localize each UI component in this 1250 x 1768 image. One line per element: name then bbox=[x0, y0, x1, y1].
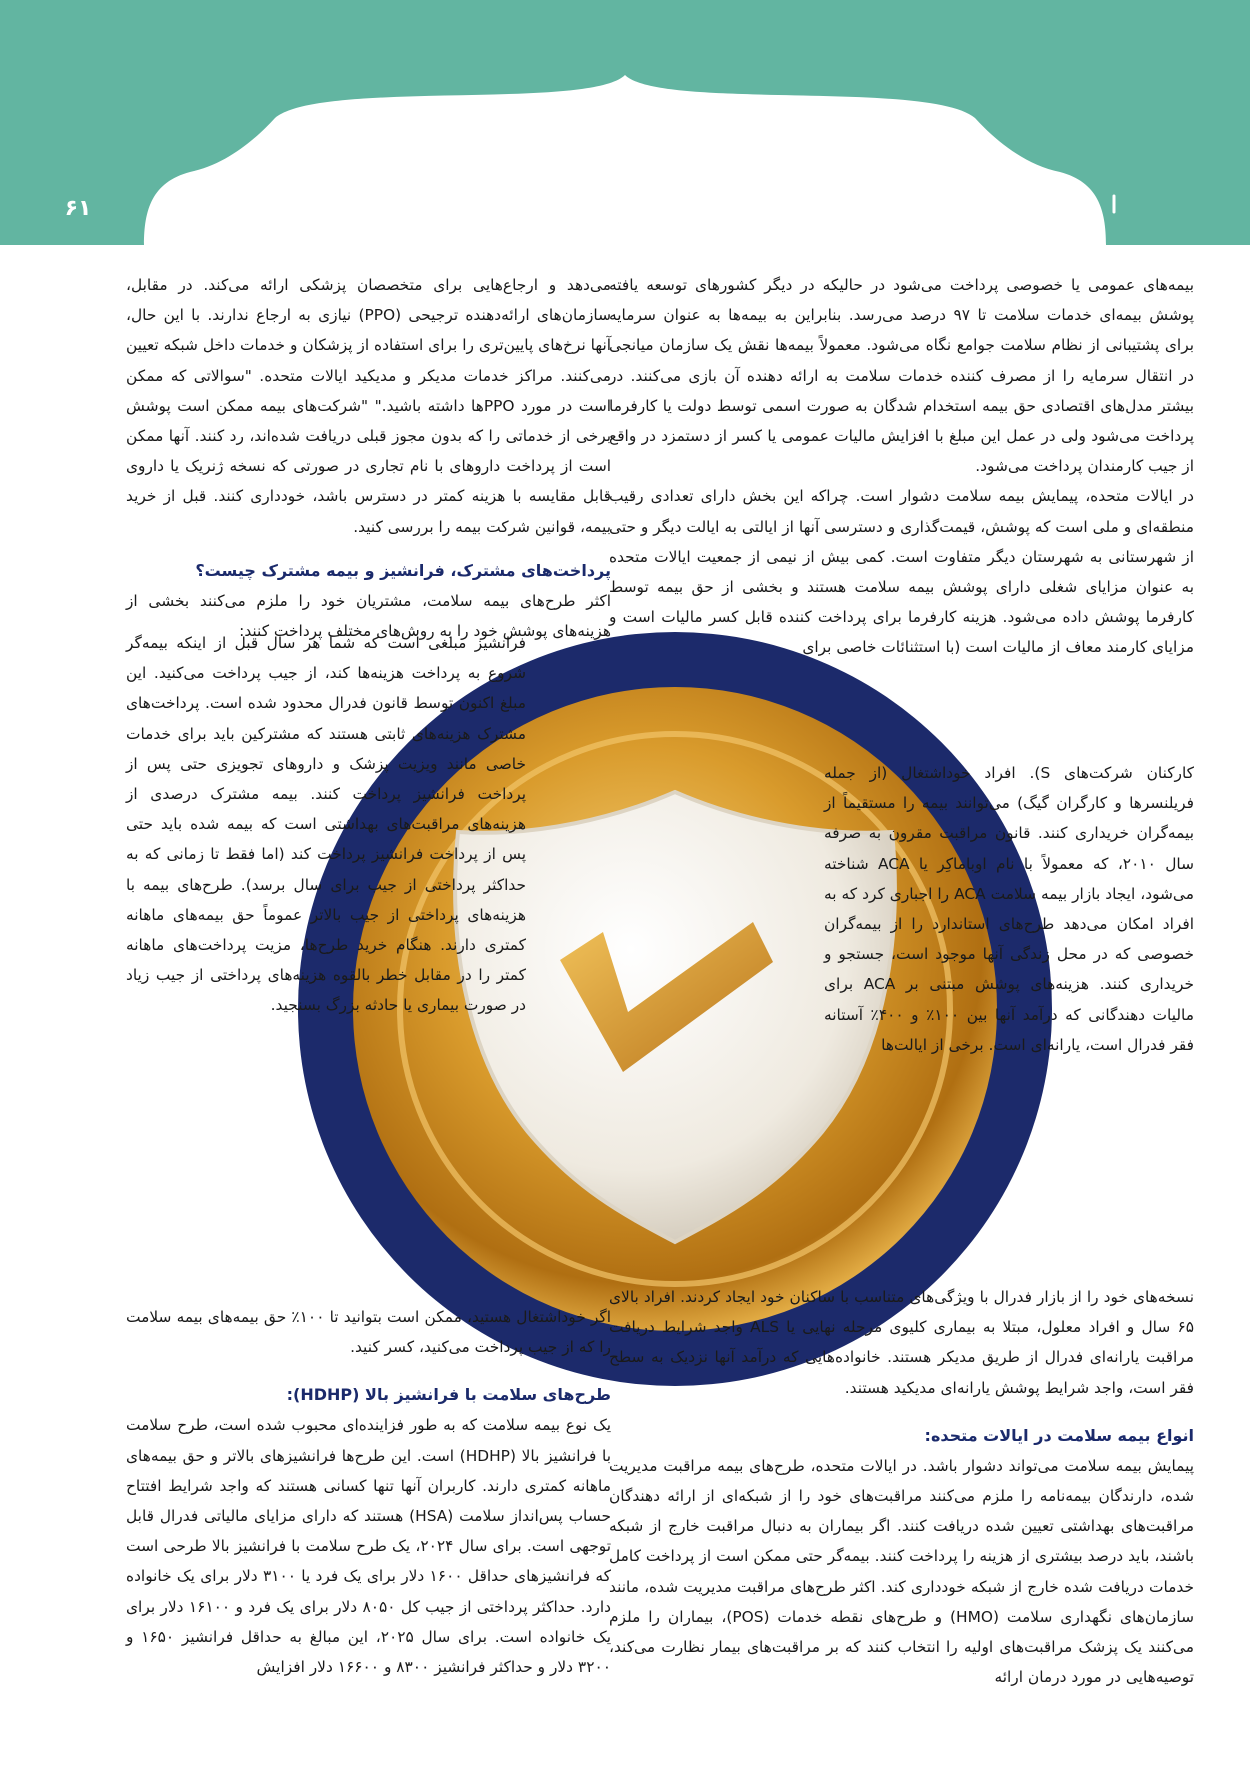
right-narrow-paragraph: کارکنان شرکت‌های S). افراد خوداشتغال (از جمله فریلنسرها و کارگران گیگ) می‌توانند بیمه را مستقیماً از بیمه‌گران خریداری کنند. قانون مراقبت مقرون به صرفه سال ۲۰۱۰، که معمولاً با نام اوباماکِر یا ACA شناخته می‌شود، ایجاد بازار بیمه سلامت ACA را اجباری کرد که به افراد امکان می‌دهد طرح‌های استاندارد را از بیمه‌گران خصوصی که در محل زندگی آنها موجود است، جستجو و خریداری کنند. هزینه‌های پوشش مبتنی بر ACA برای مالیات دهندگانی که درآمد آنها بین ۱۰۰٪ و ۴۰۰٪ آستانه فقر فدرال است، یارانه‌ای است. برخی از ایالت‌ها bbox=[824, 764, 1195, 1054]
hdhp-heading: طرح‌های سلامت با فرانشیز بالا (HDHP): bbox=[286, 1385, 611, 1405]
copay-intro-paragraph: اکثر طرح‌های بیمه سلامت، مشتریان خود را ملزم می‌کنند بخشی از هزینه‌های پوشش خود را به روش‌های مختلف پرداخت کنند: bbox=[126, 591, 611, 641]
insurance-types-paragraph: پیمایش بیمه سلامت می‌تواند دشوار باشد. در ایالات متحده، طرح‌های بیمه مراقبت مدیریت شده، دارندگان بیمه‌نامه را ملزم می‌کنند مراقبت‌های خود را از شبکه‌ای از ارائه دهندگان مراقبت‌های بهداشتی تعیین شده دریافت کنند. اگر بیماران به دنبال مراقبت خارج از شبکه باشند، باید درصد بیشتری از هزینه را پرداخت کنند. بیمه‌گر حتی ممکن است از پرداخت کامل خدمات دریافت شده خارج از شبکه خودداری کند. اکثر طرح‌های مراقبت مدیریت شده، مانند سازمان‌های نگهداری سلامت (HMO) و طرح‌های نقطه خدمات (POS)، بیماران را ملزم می‌کنند یک پزشک مراقبت‌های اولیه را انتخاب کنند که بر مراقبت‌های بیمار نظارت می‌کند، توصیه‌هایی در مورد درمان ارائه bbox=[609, 1456, 1195, 1687]
hdhp-paragraph: یک نوع بیمه سلامت که به طور فزاینده‌ای محبوب شده است، طرح سلامت با فرانشیز بالا (HDHP) است. این طرح‌ها فرانشیزهای بالاتر و حق بیمه‌های ماهانه کمتری دارند. کاربران آنها تنها کسانی هستند که واجد شرایط افتتاح حساب پس‌انداز سلامت (HSA) هستند که دارای مزایای مالیاتی فدرال قابل توجهی است. برای سال ۲۰۲۴، یک طرح سلامت با فرانشیز بالا طرحی است که فرانشیزهای حداقل ۱۶۰۰ دلار برای یک فرد یا ۳۱۰۰ دلار برای یک خانواده دارد. حداکثر پرداختی از جیب کل ۸۰۵۰ دلار برای یک فرد و ۱۶۱۰۰ دلار برای یک خانواده است. برای سال ۲۰۲۵، این مبالغ به حداقل فرانشیز ۱۶۵۰ و ۳۲۰۰ دلار و حداکثر فرانشیز ۸۳۰۰ و ۱۶۶۰۰ دلار افزایش bbox=[126, 1416, 612, 1677]
right-column-narrow bbox=[824, 758, 1194, 1060]
right-column-bottom bbox=[609, 1282, 1194, 1692]
header-band-shape bbox=[0, 0, 1250, 245]
left-narrow-paragraph: فرانشیز مبلغی است که شما هر سال قبل از اینکه بیمه‌گر شروع به پرداخت هزینه‌ها کند، از جیب پرداخت می‌کنید. این مبلغ اکنون توسط قانون فدرال محدود شده است. پرداخت‌های مشترک هزینه‌های ثابتی هستند که مشترکین باید برای خدمات خاصی مانند ویزیت پزشک و داروهای تجویزی حتی پس از پرداخت فرانشیز پرداخت کنند. بیمه مشترک درصدی از هزینه‌های مراقبت‌های بهداشتی است که بیمه شده باید حتی پس از پرداخت فرانشیز پرداخت کند (اما فقط تا زمانی که به حداکثر پرداختی از جیب برای سال برسد). طرح‌های بیمه با هزینه‌های پرداختی از جیب بالاتر عموماً حق بیمه‌های ماهانه کمتری دارند. هنگام خرید طرح‌ها، مزیت پرداخت‌های ماهانه کمتر را در مقابل خطر بالقوه هزینه‌های پرداختی از جیب زیاد در صورت بیماری یا حادثه بزرگ بسنجید. bbox=[126, 634, 526, 1015]
right-second-paragraph: در ایالات متحده، پیمایش بیمه سلامت دشوار است. چراکه این بخش دارای تعدادی رقیب منطقه‌ای و ملی است که پوشش، قیمت‌گذاری و دسترسی آنها از ایالتی به ایالت دیگر و حتی از شهرستانی به شهرستان دیگر متفاوت است. کمی بیش از نیمی از جمعیت ایالات متحده به عنوان مزایای شغلی دارای پوشش بیمه سلامت هستند و بخشی از حق بیمه توسط کارفرما پوشش داده می‌شود. هزینه کارفرما برای پرداخت کننده قابل کسر مالیات است و مزایای کارمند معاف از مالیات است (با استثنائات خاصی برای bbox=[609, 487, 1194, 657]
insurance-types-heading: انواع بیمه سلامت در ایالات متحده: bbox=[924, 1425, 1194, 1445]
left-column-narrow bbox=[126, 628, 526, 1021]
page-number: ۶۱ bbox=[64, 196, 92, 221]
right-intro-paragraph: بیمه‌های عمومی یا خصوصی پرداخت می‌شود در حالیکه در دیگر کشورهای توسعه یافته پوشش بیمه‌ای خدمات سلامت تا ۹۷ درصد می‌رسد. بنابراین به بیمه‌ها به عنوان سرمایه برای پشتیبانی از نظام سلامت جوامع نگاه می‌شود. معمولاً بیمه‌ها نقش یک سازمان میانجی در انتقال سرمایه را از مصرف کننده خدمات سلامت به ارائه دهنده آن بازی می‌کنند. در بیشتر مدل‌های اقتصادی حق بیمه استخدام شدگان به صورت اسمی توسط دولت یا کارفرما پرداخت می‌شود ولی در عمل این مبلغ با افزایش مالیات عمومی یا کسر از دستمزد در واقع از جیب کارمندان پرداخت می‌شود. bbox=[609, 276, 1194, 476]
left-column-bottom bbox=[126, 1302, 611, 1682]
copay-heading: پرداخت‌های مشترک، فرانشیز و بیمه مشترک چیست؟ bbox=[195, 560, 611, 580]
left-column-top bbox=[126, 270, 611, 646]
left-intro-paragraph: می‌دهد و ارجاع‌هایی برای متخصصان پزشکی ارائه می‌کند. در مقابل، سازمان‌های ارائه‌دهنده ترجیحی (PPO) نیازی به ارجاع ندارند. با این حال، آنها نرخ‌های پایین‌تری را برای استفاده از پزشکان و خدمات داخل شبکه تعیین می‌کنند. مراکز خدمات مدیکر و مدیکید ایالات متحده. "سوالاتی که ممکن است در مورد PPOها داشته باشید." "شرکت‌های بیمه ممکن است پوشش برخی از خدماتی را که بدون مجوز قبلی دریافت شده‌اند، رد کنند. آنها ممکن است از پرداخت داروهای با نام تجاری در صورتی که نسخه ژنریک یا داروی قابل مقایسه با هزینه کمتر در دسترس باشد، خودداری کنند. قبل از خرید بیمه، قوانین شرکت بیمه را بررسی کنید. bbox=[126, 276, 612, 536]
left-tail-paragraph: اگر خوداشتغال هستید، ممکن است بتوانید تا ۱۰۰٪ حق بیمه‌های بیمه سلامت را که از جیب پرداخت می‌کنید، کسر کنید. bbox=[126, 1308, 611, 1357]
header-band bbox=[0, 0, 1250, 245]
right-column-top bbox=[609, 270, 1194, 663]
right-tail-paragraph: نسخه‌های خود را از بازار فدرال با ویژگی‌های متناسب با ساکنان خود ایجاد کردند. افراد بالای ۶۵ سال و افراد معلول، مبتلا به بیماری کلیوی مرحله نهایی یا ALS واجد شرایط دریافت مراقبت یارانه‌ای فدرال از طریق مدیکر هستند. خانواده‌هایی که درآمد آنها نزدیک به سطح فقر است، واجد شرایط پوشش یارانه‌ای مدیکید هستند. bbox=[609, 1288, 1194, 1397]
